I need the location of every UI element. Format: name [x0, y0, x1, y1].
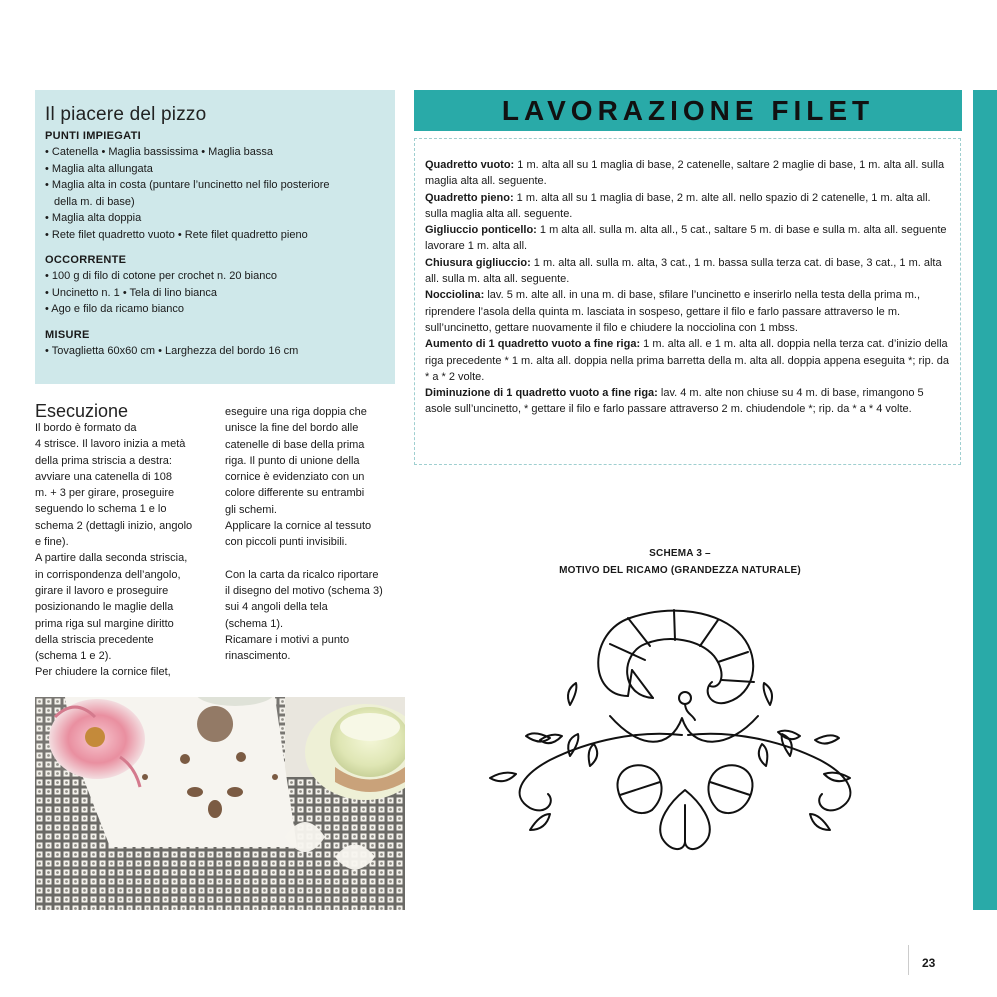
side-accent-bar [973, 90, 997, 910]
esecuzione-line: Applicare la cornice al tessuto [225, 520, 372, 533]
esecuzione-line: (schema 1 e 2). [35, 650, 112, 663]
esecuzione-line: m. + 3 per girare, proseguire [35, 487, 175, 500]
filet-term: Quadretto pieno: [425, 191, 514, 204]
filet-description: lav. 5 m. alte all. in una m. di base, sfilare l’uncinetto e inserirlo nella testa della prima m., riprendere l’asola della quinta m. lasciata in sospeso, gettare il filo e farlo passare attraverso le m. sull’uncinetto, gettare nuovamente il filo e chiudere la nocciolina con 1 mbss. [425, 289, 921, 334]
filet-paragraph [425, 336, 950, 385]
esecuzione-line: catenelle di base della prima [225, 438, 365, 451]
esecuzione-line: e fine). [35, 536, 69, 549]
punti-heading: PUNTI IMPIEGATI [45, 130, 141, 142]
materials-box [35, 90, 395, 384]
esecuzione-line: 4 strisce. Il lavoro inizia a metà [35, 438, 186, 451]
scroll-motif-icon [598, 610, 754, 704]
filet-paragraph [425, 157, 950, 190]
esecuzione-title: Esecuzione [35, 401, 129, 421]
occorrente-item: • Uncinetto n. 1 • Tela di lino bianca [45, 286, 217, 299]
filet-description: 1 m. alta all. sulla m. alta, 3 cat., 1 m. bassa sulla terza cat. di base, 3 cat., 1 m. alta all. sulla m. alta all. seguente. [425, 256, 942, 286]
filet-description: 1 m. alta all su 1 maglia di base, 2 m. alte all. nello spazio di 2 catenelle, 1 m. alta all. sulla maglia alta all. seguente. [425, 191, 931, 220]
filet-term: Nocciolina: [425, 289, 485, 302]
filet-paragraph [425, 385, 950, 418]
filet-description: lav. 4 m. alte non chiuse su 4 m. di base, rimangono 5 asole sull’uncinetto, * gettare il filo e farlo passare attraverso 2 m. chiudendole *; rip. da * a * 4 volte. [425, 387, 924, 416]
esecuzione-column-1 [35, 420, 215, 681]
esecuzione-line: (schema 1). [225, 617, 284, 630]
filet-term: Gigliuccio ponticello: [425, 224, 537, 237]
filet-instructions-box [414, 138, 961, 465]
tablecloth-photo [35, 697, 405, 910]
esecuzione-line: schema 2 (dettagli inizio, angolo [35, 519, 193, 532]
filet-paragraph [425, 190, 950, 223]
esecuzione-line: in corrispondenza dell’angolo, [35, 568, 181, 581]
filet-description: 1 m. alta all su 1 maglia di base, 2 catenelle, saltare 2 maglie di base, 1 m. alta all. sulla maglia alta all. seguente. [425, 159, 945, 188]
punti-item: • Catenella • Maglia bassissima • Maglia bassa [45, 146, 273, 158]
esecuzione-line: della prima striscia a destra: [35, 454, 172, 467]
punti-item: • Rete filet quadretto vuoto • Rete filet quadretto pieno [45, 228, 308, 241]
filet-title: LAVORAZIONE FILET [501, 95, 875, 126]
filet-term: Diminuzione di 1 quadretto vuoto a fine riga: [425, 387, 658, 400]
embroidery-motif-diagram [470, 590, 890, 860]
esecuzione-line: prima riga sul margine diritto [35, 617, 174, 630]
punti-item: • Maglia alta allungata [45, 162, 153, 175]
esecuzione-line: rinascimento. [225, 650, 291, 663]
filet-paragraph [425, 287, 950, 336]
esecuzione-line: posizionando le maglie della [35, 601, 174, 614]
esecuzione-line: cornice è evidenziato con un [225, 471, 365, 484]
punti-item: • Maglia alta in costa (puntare l’uncinetto nel filo posteriore [45, 179, 330, 191]
punti-item: della m. di base) [54, 195, 135, 208]
cutwork-oval-icon [617, 765, 752, 849]
leaf-icon [759, 683, 850, 830]
filet-paragraph [425, 255, 950, 288]
esecuzione-line: della striscia precedente [35, 633, 154, 646]
schema-caption-line2: MOTIVO DEL RICAMO (GRANDEZZA NATURALE) [559, 565, 801, 576]
esecuzione-line: gli schemi. [225, 503, 277, 516]
filet-term: Chiusura gigliuccio: [425, 256, 531, 269]
esecuzione-line: Per chiudere la cornice filet, [35, 666, 171, 679]
schema-caption [530, 545, 830, 579]
filet-description: 1 m alta all. sulla m. alta all., 5 cat., saltare 5 m. di base e sulla m. alta all. seguente lavorare 1 m. alta all. [425, 224, 947, 253]
esecuzione-line: avviare una catenella di 108 [35, 470, 172, 483]
punti-item: • Maglia alta doppia [45, 212, 142, 224]
schema-caption-line1: SCHEMA 3 – [649, 548, 711, 559]
esecuzione-line: A partire dalla seconda striscia, [35, 552, 188, 565]
esecuzione-line: il disegno del motivo (schema 3) [225, 584, 383, 597]
filet-paragraph [425, 222, 950, 255]
page-number-divider [908, 945, 909, 975]
info-title: Il piacere del pizzo [45, 104, 207, 125]
esecuzione-line: eseguire una riga doppia che [225, 406, 367, 418]
esecuzione-line: colore differente su entrambi [225, 487, 365, 500]
occorrente-item: • Ago e filo da ricamo bianco [45, 303, 184, 315]
esecuzione-line: Ricamare i motivi a punto [225, 633, 350, 646]
esecuzione-line: unisce la fine del bordo alle [225, 422, 359, 435]
page-number: 23 [922, 956, 936, 970]
esecuzione-line: girare il lavoro e proseguire [35, 584, 169, 597]
esecuzione-line: Il bordo è formato da [35, 422, 137, 434]
misure-heading: MISURE [45, 328, 90, 341]
esecuzione-line: sui 4 angoli della tela [225, 601, 328, 614]
esecuzione-column-2 [225, 404, 405, 664]
misure-item: • Tovaglietta 60x60 cm • Larghezza del bordo 16 cm [45, 344, 299, 357]
esecuzione-line: riga. Il punto di unione della [225, 454, 360, 467]
occorrente-item: • 100 g di filo di cotone per crochet n. 20 bianco [45, 270, 277, 282]
filet-description: 1 m. alta all. e 1 m. alta all. doppia nella terza cat. d’inizio della riga precedente * 1 m. alta all. doppia nella prima barretta della m. alta all. doppia appena eseguita *; rip. da * a * 2 volte. [425, 338, 950, 383]
esecuzione-line: Con la carta da ricalco riportare [225, 568, 379, 581]
filet-term: Aumento di 1 quadretto vuoto a fine riga: [425, 338, 641, 351]
esecuzione-line: con piccoli punti invisibili. [225, 536, 348, 549]
filet-term: Quadretto vuoto: [425, 159, 515, 171]
leaf-icon [490, 683, 597, 830]
occorrente-heading: OCCORRENTE [45, 254, 127, 266]
esecuzione-line: seguendo lo schema 1 e lo [35, 503, 167, 516]
